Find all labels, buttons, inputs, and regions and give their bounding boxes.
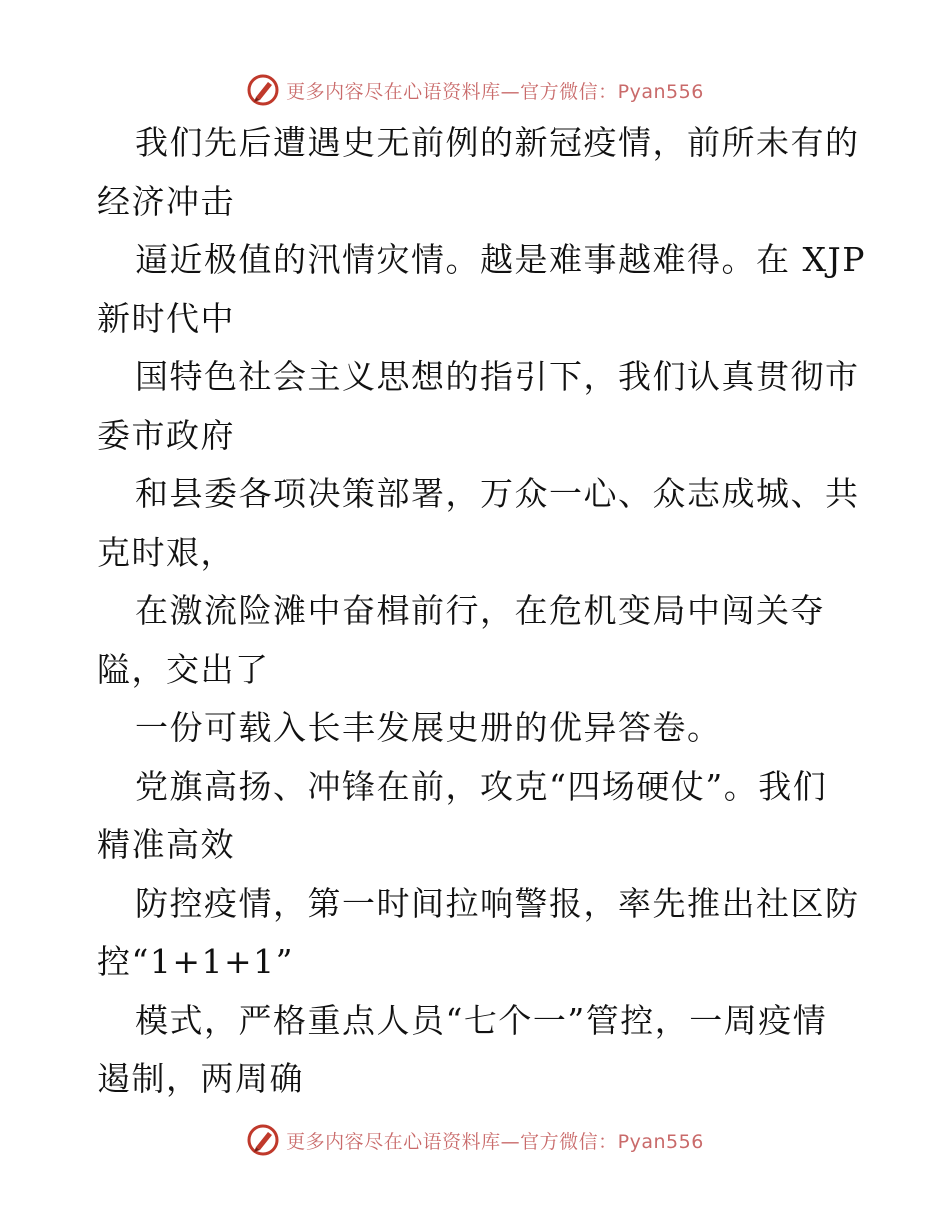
footer-watermark <box>0 1120 950 1160</box>
text-line: 一份可载入长丰发展史册的优异答卷。 <box>135 708 722 747</box>
text-line: 和县委各项决策部署，万众一心、众志成城、共 <box>135 474 860 513</box>
text-line: 我们先后遭遇史无前例的新冠疫情，前所未有的 <box>135 123 860 162</box>
header-watermark <box>0 70 950 110</box>
text-line: 精准高效 <box>97 825 235 864</box>
watermark-text: 更多内容尽在心语资料库—官方微信：Pyan556 <box>286 80 704 103</box>
text-line: 在激流险滩中奋楫前行，在危机变局中闯关夺 <box>135 591 825 630</box>
watermark-text: 更多内容尽在心语资料库—官方微信：Pyan556 <box>286 1130 704 1153</box>
text-line: 新时代中 <box>97 298 235 338</box>
pen-logo-icon <box>246 1123 280 1157</box>
text-line: 委市政府 <box>97 415 235 455</box>
text-line: 遏制，两周确 <box>97 1059 304 1098</box>
text-line: 控“1+1+1” <box>97 942 295 981</box>
document-body <box>97 114 866 1109</box>
text-line: 逼近极值的汛情灾情。越是难事越难得。在 XJP <box>135 240 866 279</box>
text-line: 经济冲击 <box>97 181 235 221</box>
text-line: 党旗高扬、冲锋在前，攻克“四场硬仗”。我们 <box>135 766 828 806</box>
text-line: 防控疫情，第一时间拉响警报，率先推出社区防 <box>135 883 860 923</box>
text-line: 隘，交出了 <box>97 649 270 689</box>
text-line: 国特色社会主义思想的指引下，我们认真贯彻市 <box>135 357 860 396</box>
text-line: 克时艰， <box>97 532 235 572</box>
text-line: 模式，严格重点人员“七个一”管控，一周疫情 <box>135 1000 828 1040</box>
pen-logo-icon <box>246 73 280 107</box>
